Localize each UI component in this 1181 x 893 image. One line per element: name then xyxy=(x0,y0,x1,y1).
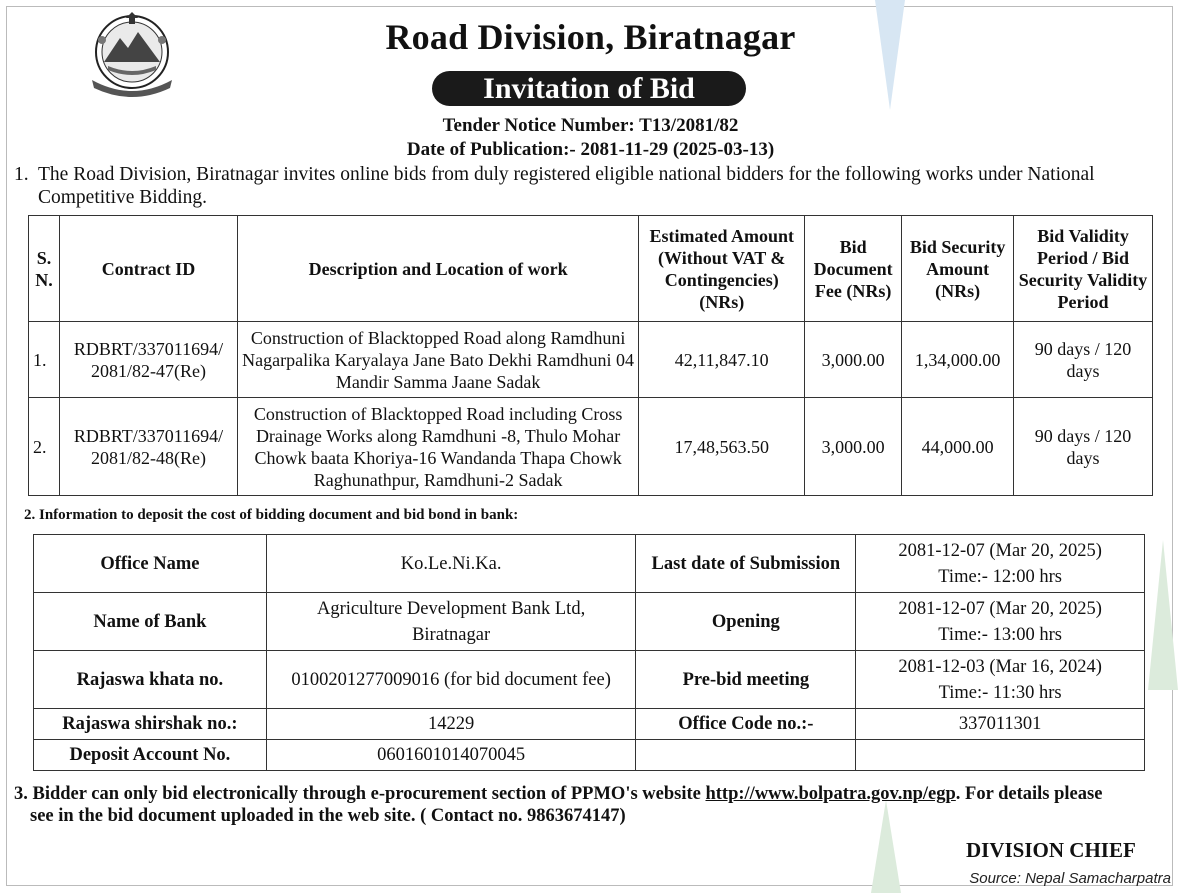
deposit-info-table xyxy=(33,534,1145,771)
table-row xyxy=(29,322,1153,398)
bank-name: Agriculture Development Bank Ltd, xyxy=(317,598,586,619)
last-date-date: 2081-12-07 (Mar 20, 2025) xyxy=(898,540,1102,561)
deposit-account-value: 0601601014070045 xyxy=(266,740,636,771)
row-description: Construction of Blacktopped Road including Cross Drainage Works along Ramdhuni -8, Thulo Mohar Chowk baata Khoriya-16 Wandanda Thapa Chowk Raghunathpur, Ramdhuni-2 Sadak xyxy=(237,398,638,496)
intro-paragraph xyxy=(14,163,1172,209)
last-date-value xyxy=(856,535,1145,593)
signatory-title: DIVISION CHIEF xyxy=(966,838,1136,862)
opening-label: Opening xyxy=(636,593,856,651)
shirshak-label: Rajaswa shirshak no.: xyxy=(34,709,267,740)
opening-time: Time:- 13:00 hrs xyxy=(938,624,1062,645)
row-estimated-amount: 17,48,563.50 xyxy=(639,398,805,496)
bolpatra-link[interactable]: http://www.bolpatra.gov.np/egp xyxy=(705,784,956,804)
row-document-fee: 3,000.00 xyxy=(805,322,902,398)
bank-branch: Biratnagar xyxy=(412,624,491,645)
bid-works-table xyxy=(28,215,1153,496)
source-credit: Source: Nepal Samacharpatra xyxy=(969,870,1171,887)
row-description: Construction of Blacktopped Road along Ramdhuni Nagarpalika Karyalaya Jane Bato Dekhi Ramdhuni 04 Mandir Samma Jaane Sadak xyxy=(237,322,638,398)
office-name-value: Ko.Le.Ni.Ka. xyxy=(266,535,636,593)
intro-line-2: Competitive Bidding. xyxy=(38,187,207,208)
empty-cell xyxy=(856,740,1145,771)
row-sn: 1. xyxy=(29,322,60,398)
empty-cell xyxy=(636,740,856,771)
office-code-label: Office Code no.:- xyxy=(636,709,856,740)
watermark-arrow-icon xyxy=(1148,540,1178,690)
opening-value xyxy=(856,593,1145,651)
row-security-amount: 44,000.00 xyxy=(902,398,1014,496)
header-validity: Bid Validity Period / Bid Security Validity Period xyxy=(1014,216,1153,322)
bidder-instructions xyxy=(14,783,1172,827)
office-name-label: Office Name xyxy=(34,535,267,593)
info-row xyxy=(34,651,1145,709)
instructions-line-2: see in the bid document uploaded in the web site. ( Contact no. 9863674147) xyxy=(30,806,626,826)
header-sn: S. N. xyxy=(29,216,60,322)
header-document-fee: Bid Document Fee (NRs) xyxy=(805,216,902,322)
table-row xyxy=(29,398,1153,496)
prebid-value xyxy=(856,651,1145,709)
prebid-date: 2081-12-03 (Mar 16, 2024) xyxy=(898,656,1102,677)
info-row xyxy=(34,709,1145,740)
header-estimated-amount: Estimated Amount (Without VAT & Contingencies) (NRs) xyxy=(639,216,805,322)
header-security-amount: Bid Security Amount (NRs) xyxy=(902,216,1014,322)
row-sn: 2. xyxy=(29,398,60,496)
deposit-account-label: Deposit Account No. xyxy=(34,740,267,771)
row-validity: 90 days / 120 days xyxy=(1014,398,1153,496)
row-contract-id: RDBRT/337011694/ 2081/82-47(Re) xyxy=(59,322,237,398)
bank-value xyxy=(266,593,636,651)
invitation-banner: Invitation of Bid xyxy=(432,71,746,106)
intro-number: 1. xyxy=(14,164,29,185)
deposit-info-heading: 2. Information to deposit the cost of bidding document and bid bond in bank: xyxy=(24,507,519,523)
tender-notice-number: Tender Notice Number: T13/2081/82 xyxy=(442,115,739,136)
office-code-value: 337011301 xyxy=(856,709,1145,740)
row-validity: 90 days / 120 days xyxy=(1014,322,1153,398)
shirshak-value: 14229 xyxy=(266,709,636,740)
instructions-part-1: 3. Bidder can only bid electronically through e-procurement section of PPMO's website xyxy=(14,784,706,804)
khata-label: Rajaswa khata no. xyxy=(34,651,267,709)
row-estimated-amount: 42,11,847.10 xyxy=(639,322,805,398)
info-row xyxy=(34,593,1145,651)
last-date-label: Last date of Submission xyxy=(636,535,856,593)
opening-date: 2081-12-07 (Mar 20, 2025) xyxy=(898,598,1102,619)
row-security-amount: 1,34,000.00 xyxy=(902,322,1014,398)
khata-value: 0100201277009016 (for bid document fee) xyxy=(266,651,636,709)
bank-label: Name of Bank xyxy=(34,593,267,651)
publication-date: Date of Publication:- 2081-11-29 (2025-03-13) xyxy=(406,139,775,160)
instructions-part-2: . For details please xyxy=(955,784,1103,804)
intro-line-1: The Road Division, Biratnagar invites online bids from duly registered eligible national bidders for the following works under National xyxy=(38,164,1095,185)
prebid-label: Pre-bid meeting xyxy=(636,651,856,709)
last-date-time: Time:- 12:00 hrs xyxy=(938,566,1062,587)
row-contract-id: RDBRT/337011694/ 2081/82-48(Re) xyxy=(59,398,237,496)
header-contract-id: Contract ID xyxy=(59,216,237,322)
info-row xyxy=(34,740,1145,771)
office-title: Road Division, Biratnagar xyxy=(385,17,796,57)
row-document-fee: 3,000.00 xyxy=(805,398,902,496)
info-row xyxy=(34,535,1145,593)
table-header-row xyxy=(29,216,1153,322)
header-description: Description and Location of work xyxy=(237,216,638,322)
prebid-time: Time:- 11:30 hrs xyxy=(938,682,1062,703)
